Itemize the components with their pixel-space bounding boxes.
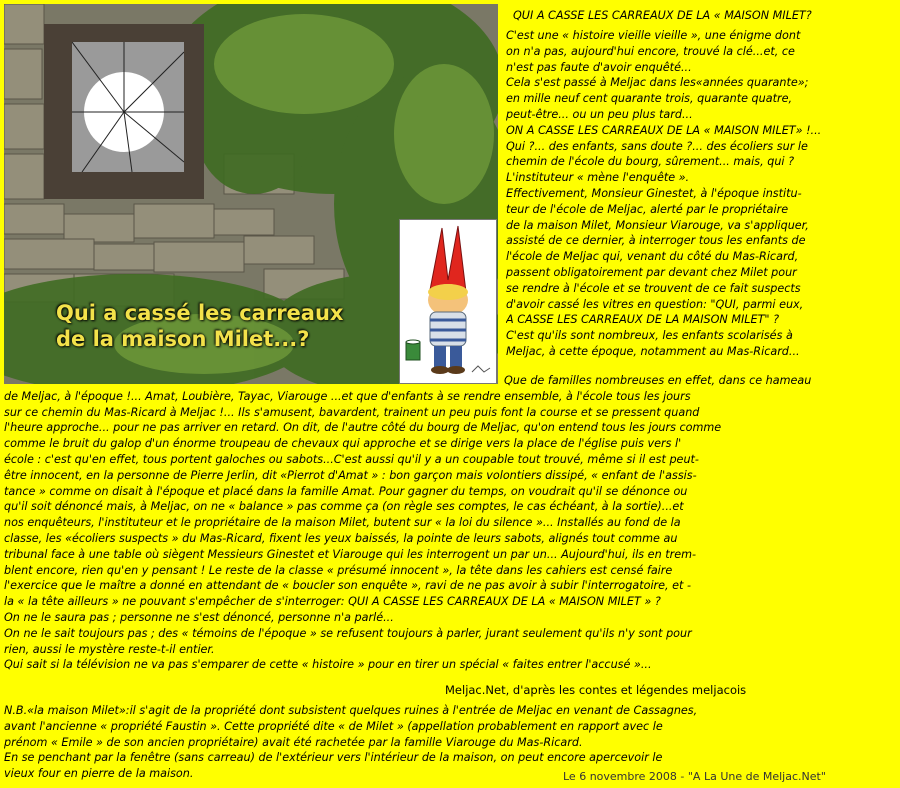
- text-line: rien, aussi le mystère reste-t-il entier.: [4, 642, 215, 656]
- text-line: teur de l'école de Meljac, alerté par le propriétaire: [506, 202, 789, 216]
- text-line: on n'a pas, aujourd'hui encore, trouvé la clé...et, ce: [506, 44, 795, 58]
- text-line: tribunal face à une table où siègent Messieurs Ginestet et Viarouge qui les interrogent un par un... Aujourd'hui, ils en trem-: [4, 547, 697, 561]
- text-line: qu'il soit dénoncé mais, à Meljac, on ne « balance » pas comme ça (on règle ses comptes, le cas échéant, à la sortie)...et: [4, 500, 684, 514]
- text-line: C'est une « histoire vieille vieille », une énigme dont: [506, 29, 801, 42]
- text-line: N.B.«la maison Milet»:il s'agit de la propriété dont subsistent quelques ruines à l'entrée de Meljac en venant de Cassagnes,: [4, 704, 698, 717]
- text-line: blent encore, rien qu'en y pensant ! Le reste de la classe « présumé innocent », la tête dans les cahiers est censé faire: [4, 563, 673, 577]
- text-line: classe, les «écoliers suspects » du Mas-Ricard, fixent les yeux baissés, la pointe de leurs sabots, alignés tout comme au: [4, 531, 678, 545]
- article-intro-column: [506, 28, 900, 360]
- text-line: l'exercice que le maître a donné en attendant de « boucler son enquête », ravi de ne pas avoir à subir l'interrogatoire, et -: [4, 579, 692, 593]
- text-line: en mille neuf cent quarante trois, quarante quatre,: [506, 92, 793, 106]
- text-line: A CASSE LES CARREAUX DE LA MAISON MILET" ?: [506, 313, 780, 327]
- text-line: Qui sait si la télévision ne va pas s'emparer de cette « histoire » pour en tirer un spécial « faites entrer l'accusé »...: [4, 658, 652, 672]
- text-line: d'avoir cassé les vitres en question: "QUI, parmi eux,: [506, 297, 804, 311]
- article-signature: Meljac.Net, d'après les contes et légendes meljacois: [445, 683, 747, 697]
- article-title: QUI A CASSE LES CARREAUX DE LA « MAISON MILET?: [513, 9, 812, 22]
- text-line: chemin de l'école du bourg, sûrement... mais, qui ?: [506, 155, 795, 169]
- text-line: En se penchant par la fenêtre (sans carreau) de l'extérieur vers l'intérieur de la maison, on peut encore apercevoir le: [4, 751, 663, 765]
- text-line: être innocent, en la personne de Pierre Jerlin, dit «Pierrot d'Amat » : bon garçon mais volontiers dissipé, « enfant de l'assis-: [4, 468, 697, 482]
- text-line: comme le bruit du galop d'un énorme troupeau de chevaux qui approche et se dirige vers la place de l'église puis vers l': [4, 437, 682, 451]
- photo-caption-line-2: de la maison Milet...?: [56, 327, 310, 351]
- text-line: Cela s'est passé à Meljac dans les«années quarante»;: [506, 76, 809, 90]
- text-line: On ne le sait toujours pas ; des « témoins de l'époque » se refusent toujours à parler, jurant seulement qu'ils n'y sont pour: [4, 626, 692, 640]
- text-line: tance » comme on disait à l'époque et placé dans la famille Amat. Pour gagner du temps, on voudrait qu'il se dénonce ou: [4, 484, 688, 498]
- photo-caption: [56, 300, 343, 352]
- broken-window-glass: [72, 42, 184, 172]
- text-line: nos enquêteurs, l'instituteur et le propriétaire de la maison Milet, butent sur « la loi du silence »... Installés au fond de la: [4, 516, 681, 530]
- text-line: la « la tête ailleurs » ne pouvant s'empêcher de s'interroger: QUI A CASSE LES CARREAUX DE LA « MAISON MILET » ?: [4, 595, 661, 609]
- text-line: passent obligatoirement par devant chez Milet pour: [506, 265, 797, 279]
- text-line: C'est qu'ils sont nombreux, les enfants scolarisés à: [506, 329, 793, 343]
- article-body: [4, 373, 900, 673]
- text-line: l'école de Meljac qui, venant du côté du Mas-Ricard,: [506, 250, 799, 264]
- child-with-dunce-cap-icon: [400, 220, 496, 383]
- text-line: avant l'ancienne « propriété Faustin ». Cette propriété dite « de Milet » (appellation probablement en rapport avec le: [4, 719, 663, 733]
- cartoon-child-illustration: [399, 219, 497, 384]
- text-line: de la maison Milet, Monsieur Viarouge, va s'appliquer,: [506, 218, 809, 232]
- text-line: Qui ?... des enfants, sans doute ?... des écoliers sur le: [506, 139, 808, 153]
- photo-caption-line-1: Qui a cassé les carreaux: [56, 301, 344, 325]
- text-line: de Meljac, à l'époque !... Amat, Loubière, Tayac, Viarouge ...et que d'enfants à se rendre ensemble, à l'école tous les jours: [4, 389, 691, 403]
- text-line: l'heure approche... pour ne pas arriver en retard. On dit, de l'autre côté du bourg de Meljac, qu'on entend tous les jours comme: [4, 421, 722, 435]
- text-line: Que de familles nombreuses en effet, dans ce hameau: [504, 374, 812, 387]
- text-line: vieux four en pierre de la maison.: [4, 767, 194, 781]
- text-line: On ne le saura pas ; personne ne s'est dénoncé, personne n'a parlé...: [4, 610, 394, 624]
- text-line: n'est pas faute d'avoir enquêté...: [506, 60, 692, 74]
- text-line: Meljac, à cette époque, notamment au Mas-Ricard...: [506, 344, 800, 358]
- text-line: école : c'est qu'en effet, tous portent galoches ou sabots...C'est aussi qu'il y a un coupable tout trouvé, même si il est peut-: [4, 452, 699, 466]
- text-line: prénom « Emile » de son ancien propriétaire) avait été rachetée par la famille Viarouge du Mas-Ricard.: [4, 735, 583, 749]
- text-line: ON A CASSE LES CARREAUX DE LA « MAISON MILET» !...: [506, 123, 822, 137]
- text-line: Effectivement, Monsieur Ginestet, à l'époque institu-: [506, 186, 802, 200]
- text-line: se rendre à l'école et se trouvent de ce fait suspects: [506, 281, 801, 295]
- text-line: L'instituteur « mène l'enquête ».: [506, 171, 690, 185]
- publication-date: Le 6 novembre 2008 - "A La Une de Meljac.Net": [563, 770, 826, 783]
- text-line: sur ce chemin du Mas-Ricard à Meljac !... Ils s'amusent, bavardent, trainent un peu puis font la course et se pressent quand: [4, 405, 700, 419]
- text-line: assisté de ce dernier, à interroger tous les enfants de: [506, 234, 806, 248]
- text-line: peut-être... ou un peu plus tard...: [506, 107, 693, 121]
